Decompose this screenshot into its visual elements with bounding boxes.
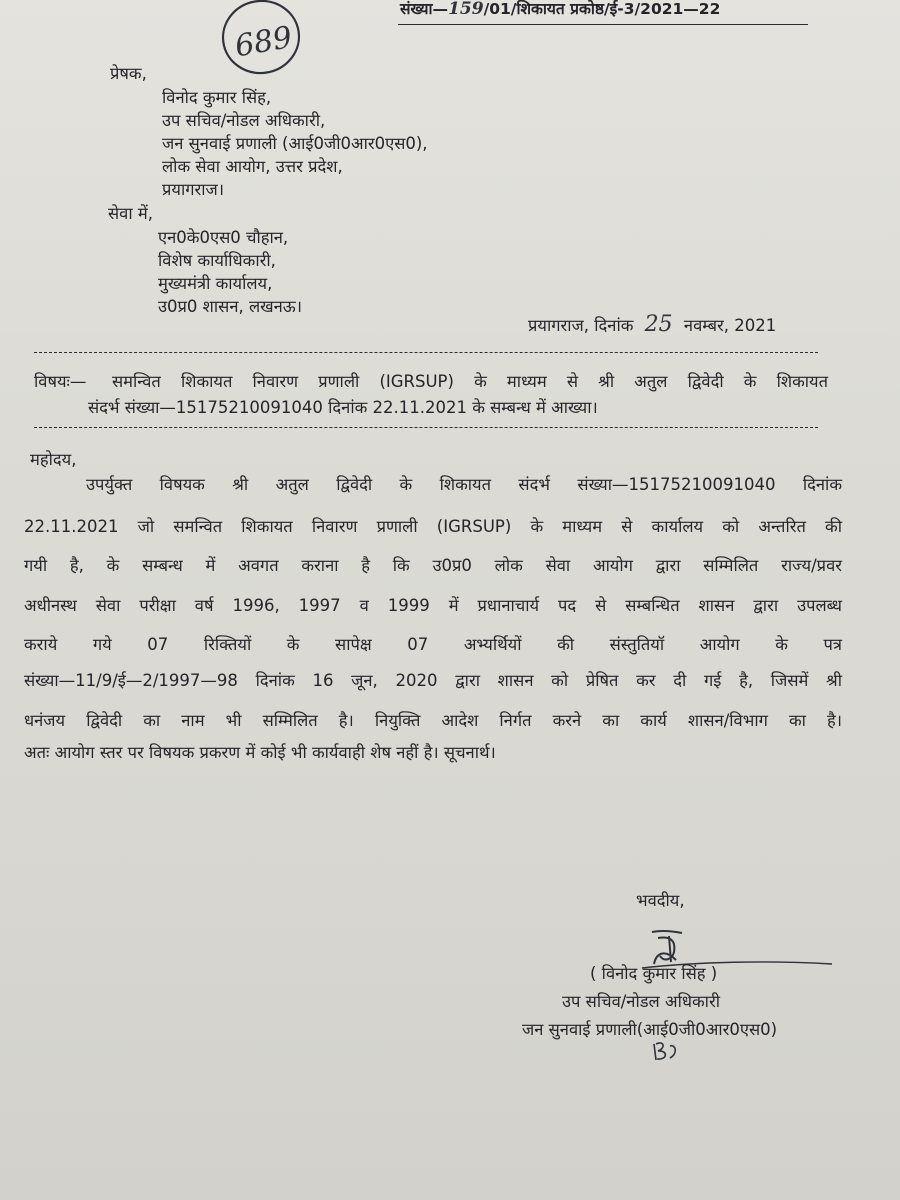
signatory-designation: उप सचिव/नोडल अधिकारी (562, 992, 720, 1011)
stamp-number: 689 (232, 19, 295, 65)
body-line: अधीनस्थ सेवा परीक्षा वर्ष 1996, 1997 व 1999 में प्रधानाचार्य पद से सम्बन्धित शासन द्वारा उपलब्ध (24, 596, 842, 615)
recipient-line: उ0प्र0 शासन, लखनऊ। (158, 297, 303, 316)
sender-line: प्रयागराज। (162, 180, 225, 199)
recipient-line: एन0के0एस0 चौहान, (158, 228, 289, 247)
recipient-label: सेवा में, (108, 204, 153, 223)
signatory-name: ( विनोद कुमार सिंह ) (590, 964, 718, 983)
subject-line-1: समन्वित शिकायत निवारण प्रणाली (IGRSUP) के माध्यम से श्री अतुल द्विवेदी के शिकायत (112, 372, 828, 391)
reference-number: संख्या—159/01/शिकायत प्रकोष्ठ/ई-3/2021—22 (400, 0, 721, 19)
recipient-line: विशेष कार्याधिकारी, (158, 251, 276, 270)
body-line: गयी है, के सम्बन्ध में अवगत कराना है कि उ0प्र0 लोक सेवा आयोग द्वारा सम्मिलित राज्य/प्रवर (24, 556, 842, 575)
subject-line-2: संदर्भ संख्या—15175210091040 दिनांक 22.11.2021 के सम्बन्ध में आख्या। (88, 398, 598, 417)
signatory-department: जन सुनवाई प्रणाली(आई0जी0आर0एस0) (522, 1020, 778, 1039)
body-line: कराये गये 07 रिक्तियों के सापेक्ष 07 अभ्यर्थियों की संस्तुतियॉ आयोग के पत्र (24, 635, 842, 654)
sender-line: लोक सेवा आयोग, उत्तर प्रदेश, (162, 157, 343, 176)
body-line: उपर्युक्त विषयक श्री अतुल द्विवेदी के शिकायत संदर्भ संख्या—15175210091040 दिनांक (86, 475, 842, 494)
body-line: 22.11.2021 जो समन्वित शिकायत निवारण प्रणाली (IGRSUP) के माध्यम से कार्यालय को अन्तरित की (24, 517, 842, 536)
subject-label: विषयः— (34, 372, 87, 391)
body-line: संख्या—11/9/ई—2/1997—98 दिनांक 16 जून, 2020 द्वारा शासन को प्रेषित कर दी गई है, जिसमें श्री (24, 671, 842, 690)
handwritten-ref-number: 159 (448, 0, 484, 19)
body-line: अतः आयोग स्तर पर विषयक प्रकरण में कोई भी कार्यवाही शेष नहीं है। सूचनार्थ। (24, 743, 496, 762)
recipient-line: मुख्यमंत्री कार्यालय, (158, 274, 273, 293)
date-line: प्रयागराज, दिनांक 25 नवम्बर, 2021 (528, 312, 777, 337)
sender-line: जन सुनवाई प्रणाली (आई0जी0आर0एस0), (162, 134, 428, 153)
circled-number-stamp (218, 0, 304, 82)
subject-bottom-rule (34, 427, 818, 428)
salutation: महोदय, (30, 450, 77, 469)
handwritten-date-day: 25 (644, 312, 673, 337)
sender-line: विनोद कुमार सिंह, (162, 88, 272, 107)
subject-top-rule (34, 352, 818, 353)
reference-underline (398, 24, 808, 25)
initials-mark (650, 1038, 680, 1064)
sender-label: प्रेषक, (110, 64, 147, 83)
body-line: धनंजय द्विवेदी का नाम भी सम्मिलित है। नियुक्ति आदेश निर्गत करने का कार्य शासन/विभाग का है। (24, 711, 842, 730)
valediction: भवदीय, (636, 891, 685, 910)
sender-line: उप सचिव/नोडल अधिकारी, (162, 111, 326, 130)
